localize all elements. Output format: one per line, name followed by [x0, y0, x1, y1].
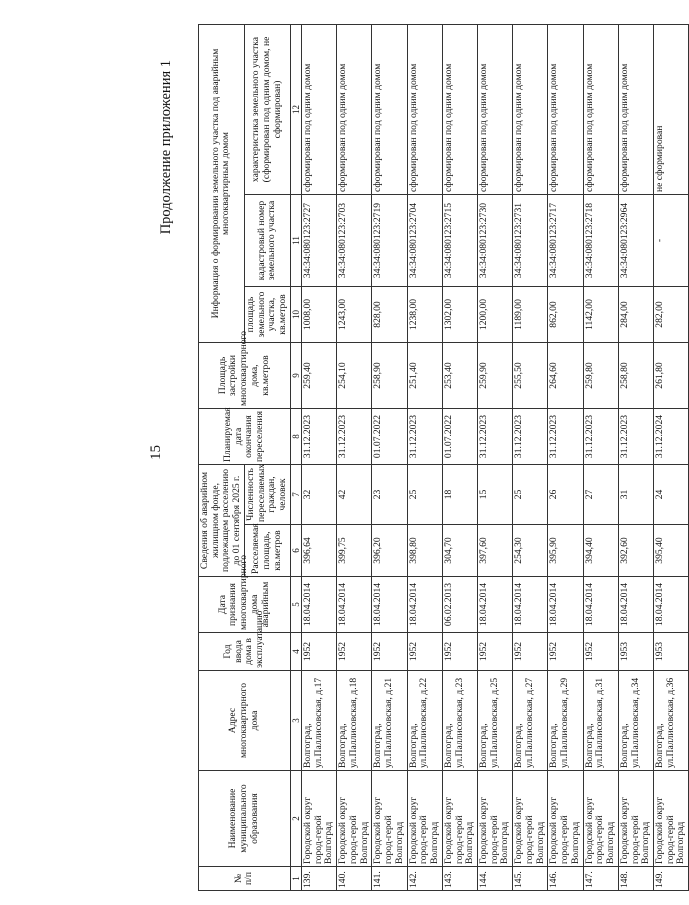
table-row	[442, 24, 477, 890]
row-number: 147.	[583, 867, 618, 891]
column-number: 9	[290, 343, 301, 409]
address-street: ул.Паллисовская, д.23	[453, 677, 465, 768]
header-year: Год ввода дома в эксплуатацию	[199, 633, 291, 671]
row-number: 142.	[407, 867, 442, 891]
address-cell	[548, 671, 583, 771]
building-area-cell: 258,90	[372, 343, 407, 409]
header-emergency-group: Сведения об аварийном жилищном фонде, подлежащем расселению до 01 сентября 2025 г.	[199, 465, 245, 577]
address-street: ул.Паллисовская, д.36	[664, 677, 676, 768]
table-row	[653, 24, 688, 890]
area-cell: 399,75	[337, 525, 372, 577]
column-number: 3	[290, 671, 301, 771]
address-city: Волгоград,	[653, 723, 665, 768]
planned-date-cell: 31.12.2023	[618, 409, 653, 465]
address-cell	[372, 671, 407, 771]
page-number: 15	[148, 445, 164, 460]
people-cell: 26	[548, 465, 583, 525]
planned-date-cell: 31.12.2023	[583, 409, 618, 465]
municipality-cell: Городской округ город-герой Волгоград	[513, 771, 548, 867]
cadastral-cell: 34:34:080123:2703	[337, 195, 372, 287]
row-number: 140.	[337, 867, 372, 891]
address-cell	[513, 671, 548, 771]
people-cell: 27	[583, 465, 618, 525]
municipality-cell: Городской округ город-герой Волгоград	[407, 771, 442, 867]
address-city: Волгоград,	[477, 723, 489, 768]
table-row	[407, 24, 442, 890]
row-number: 144.	[477, 867, 512, 891]
land-status-cell: сформирован под одним домом	[548, 24, 583, 194]
row-number: 146.	[548, 867, 583, 891]
building-area-cell: 258,80	[618, 343, 653, 409]
area-cell: 395,90	[548, 525, 583, 577]
row-number: 145.	[513, 867, 548, 891]
address-city: Волгоград,	[301, 723, 313, 768]
building-area-cell: 254,10	[337, 343, 372, 409]
people-cell: 18	[442, 465, 477, 525]
cadastral-cell: 34:34:080123:2717	[548, 195, 583, 287]
planned-date-cell: 01.07.2022	[442, 409, 477, 465]
address-cell	[653, 671, 688, 771]
area-cell: 397,60	[477, 525, 512, 577]
cadastral-cell: 34:34:080123:2715	[442, 195, 477, 287]
table-row	[618, 24, 653, 890]
address-street: ул.Паллисовская, д.21	[383, 677, 395, 768]
address-city: Волгоград,	[442, 723, 454, 768]
planned-date-cell: 31.12.2023	[477, 409, 512, 465]
planned-date-cell: 31.12.2023	[548, 409, 583, 465]
column-number: 10	[290, 287, 301, 343]
municipality-cell: Городской округ город-герой Волгоград	[583, 771, 618, 867]
column-number: 7	[290, 465, 301, 525]
address-street: ул.Паллисовская, д.17	[312, 677, 324, 768]
land-area-cell: 862,00	[548, 287, 583, 343]
people-cell: 15	[477, 465, 512, 525]
area-cell: 394,40	[583, 525, 618, 577]
address-city: Волгоград,	[372, 723, 384, 768]
cadastral-cell: 34:34:080123:2718	[583, 195, 618, 287]
header-municipality: Наименование муниципального образования	[199, 771, 291, 867]
year-cell: 1953	[618, 633, 653, 671]
table-row	[548, 24, 583, 890]
building-area-cell: 261,80	[653, 343, 688, 409]
address-street: ул.Паллисовская, д.18	[347, 677, 359, 768]
header-building-area: Площадь застройки многоквартирного дома, кв.метров	[199, 343, 291, 409]
municipality-cell: Городской округ город-герой Волгоград	[337, 771, 372, 867]
land-status-cell: сформирован под одним домом	[583, 24, 618, 194]
address-city: Волгоград,	[618, 723, 630, 768]
land-area-cell: 284,00	[618, 287, 653, 343]
municipality-cell: Городской округ город-герой Волгоград	[618, 771, 653, 867]
column-number: 12	[290, 24, 301, 194]
address-street: ул.Паллисовская, д.29	[559, 677, 571, 768]
planned-date-cell: 01.07.2022	[372, 409, 407, 465]
column-number: 1	[290, 867, 301, 891]
column-number: 2	[290, 771, 301, 867]
area-cell: 395,40	[653, 525, 688, 577]
planned-date-cell: 31.12.2023	[513, 409, 548, 465]
municipality-cell: Городской округ город-герой Волгоград	[653, 771, 688, 867]
cadastral-cell: 34:34:080123:2704	[407, 195, 442, 287]
address-cell	[442, 671, 477, 771]
cadastral-cell: 34:34:080123:2731	[513, 195, 548, 287]
address-street: ул.Паллисовская, д.22	[418, 677, 430, 768]
address-cell	[301, 671, 336, 771]
area-cell: 254,30	[513, 525, 548, 577]
year-cell: 1952	[583, 633, 618, 671]
area-cell: 396,64	[301, 525, 336, 577]
cadastral-cell: -	[653, 195, 688, 287]
land-status-cell: сформирован под одним домом	[372, 24, 407, 194]
people-cell: 42	[337, 465, 372, 525]
address-cell	[477, 671, 512, 771]
people-cell: 24	[653, 465, 688, 525]
header-recognition-date: Дата признания многоквартирного дома аварийным	[199, 577, 291, 633]
cadastral-cell: 34:34:080123:2730	[477, 195, 512, 287]
recognition-date-cell: 18.04.2014	[407, 577, 442, 633]
land-status-cell: сформирован под одним домом	[301, 24, 336, 194]
recognition-date-cell: 18.04.2014	[653, 577, 688, 633]
header-num: № п/п	[199, 867, 291, 891]
land-status-cell: не сформирован	[653, 24, 688, 194]
municipality-cell: Городской округ город-герой Волгоград	[372, 771, 407, 867]
area-cell: 304,70	[442, 525, 477, 577]
municipality-cell: Городской округ город-герой Волгоград	[548, 771, 583, 867]
column-number: 4	[290, 633, 301, 671]
table-body	[301, 24, 688, 890]
year-cell: 1952	[548, 633, 583, 671]
year-cell: 1952	[477, 633, 512, 671]
land-area-cell: 282,00	[653, 287, 688, 343]
planned-date-cell: 31.12.2023	[337, 409, 372, 465]
people-cell: 32	[301, 465, 336, 525]
row-number: 141.	[372, 867, 407, 891]
address-city: Волгоград,	[583, 723, 595, 768]
column-number-row	[290, 24, 301, 890]
continuation-title: Продолжение приложения 1	[158, 60, 174, 235]
land-area-cell: 1243,00	[337, 287, 372, 343]
municipality-cell: Городской округ город-герой Волгоград	[301, 771, 336, 867]
address-city: Волгоград,	[548, 723, 560, 768]
table-row	[337, 24, 372, 890]
cadastral-cell: 34:34:080123:2719	[372, 195, 407, 287]
cadastral-cell: 34:34:080123:2727	[301, 195, 336, 287]
table-row	[372, 24, 407, 890]
land-area-cell: 1238,00	[407, 287, 442, 343]
address-city: Волгоград,	[407, 723, 419, 768]
building-area-cell: 251,40	[407, 343, 442, 409]
header-land-area: площадь земельного участка, кв.метров	[244, 287, 290, 343]
row-number: 143.	[442, 867, 477, 891]
year-cell: 1952	[301, 633, 336, 671]
land-status-cell: сформирован под одним домом	[442, 24, 477, 194]
row-number: 139.	[301, 867, 336, 891]
cadastral-cell: 34:34:080123:2964	[618, 195, 653, 287]
address-street: ул.Паллисовская, д.34	[629, 677, 641, 768]
building-area-cell: 253,40	[442, 343, 477, 409]
table-row	[583, 24, 618, 890]
year-cell: 1952	[513, 633, 548, 671]
land-status-cell: сформирован под одним домом	[618, 24, 653, 194]
recognition-date-cell: 18.04.2014	[372, 577, 407, 633]
area-cell: 398,80	[407, 525, 442, 577]
people-cell: 23	[372, 465, 407, 525]
building-area-cell: 255,50	[513, 343, 548, 409]
year-cell: 1952	[372, 633, 407, 671]
area-cell: 396,20	[372, 525, 407, 577]
address-city: Волгоград,	[513, 723, 525, 768]
year-cell: 1952	[407, 633, 442, 671]
planned-date-cell: 31.12.2024	[653, 409, 688, 465]
planned-date-cell: 31.12.2023	[407, 409, 442, 465]
land-status-cell: сформирован под одним домом	[407, 24, 442, 194]
recognition-date-cell: 18.04.2014	[513, 577, 548, 633]
building-area-cell: 259,40	[301, 343, 336, 409]
row-number: 148.	[618, 867, 653, 891]
land-area-cell: 1302,00	[442, 287, 477, 343]
table-row	[301, 24, 336, 890]
address-cell	[407, 671, 442, 771]
building-area-cell: 259,80	[583, 343, 618, 409]
recognition-date-cell: 06.02.2013	[442, 577, 477, 633]
header-land-characteristic: характеристика земельного участка (сформирован под одним домом, не сформирован)	[244, 24, 290, 194]
people-cell: 25	[513, 465, 548, 525]
people-cell: 31	[618, 465, 653, 525]
column-number: 8	[290, 409, 301, 465]
column-number: 5	[290, 577, 301, 633]
recognition-date-cell: 18.04.2014	[583, 577, 618, 633]
land-area-cell: 1200,00	[477, 287, 512, 343]
column-number: 11	[290, 195, 301, 287]
header-address: Адрес многоквартирного дома	[199, 671, 291, 771]
land-status-cell: сформирован под одним домом	[477, 24, 512, 194]
people-cell: 25	[407, 465, 442, 525]
building-area-cell: 259,90	[477, 343, 512, 409]
address-cell	[583, 671, 618, 771]
recognition-date-cell: 18.04.2014	[301, 577, 336, 633]
recognition-date-cell: 18.04.2014	[477, 577, 512, 633]
table-row	[477, 24, 512, 890]
municipality-cell: Городской округ город-герой Волгоград	[442, 771, 477, 867]
address-street: ул.Паллисовская, д.25	[488, 677, 500, 768]
land-area-cell: 1142,00	[583, 287, 618, 343]
address-city: Волгоград,	[337, 723, 349, 768]
address-street: ул.Паллисовская, д.31	[594, 677, 606, 768]
address-cell	[618, 671, 653, 771]
recognition-date-cell: 18.04.2014	[548, 577, 583, 633]
land-status-cell: сформирован под одним домом	[337, 24, 372, 194]
recognition-date-cell: 18.04.2014	[618, 577, 653, 633]
land-area-cell: 1189,00	[513, 287, 548, 343]
address-street: ул.Паллисовская, д.27	[523, 677, 535, 768]
land-area-cell: 828,00	[372, 287, 407, 343]
address-cell	[337, 671, 372, 771]
planned-date-cell: 31.12.2023	[301, 409, 336, 465]
building-area-cell: 264,60	[548, 343, 583, 409]
header-area-resettled: Расселяемая площадь, кв.метров	[244, 525, 290, 577]
header-planned-date: Планируемая дата окончания переселения	[199, 409, 291, 465]
year-cell: 1952	[337, 633, 372, 671]
header-people-count: Численность переселяемых граждан, человек	[244, 465, 290, 525]
area-cell: 392,60	[618, 525, 653, 577]
land-status-cell: сформирован под одним домом	[513, 24, 548, 194]
year-cell: 1952	[442, 633, 477, 671]
year-cell: 1953	[653, 633, 688, 671]
municipality-cell: Городской округ город-герой Волгоград	[477, 771, 512, 867]
header-cadastral: кадастровый номер земельного участка	[244, 195, 290, 287]
header-land-group: Информация о формировании земельного участка под аварийным многоквартирным домом	[199, 24, 245, 342]
emergency-housing-table	[198, 24, 689, 891]
row-number: 149.	[653, 867, 688, 891]
land-area-cell: 1008,00	[301, 287, 336, 343]
recognition-date-cell: 18.04.2014	[337, 577, 372, 633]
column-number: 6	[290, 525, 301, 577]
table-row	[513, 24, 548, 890]
